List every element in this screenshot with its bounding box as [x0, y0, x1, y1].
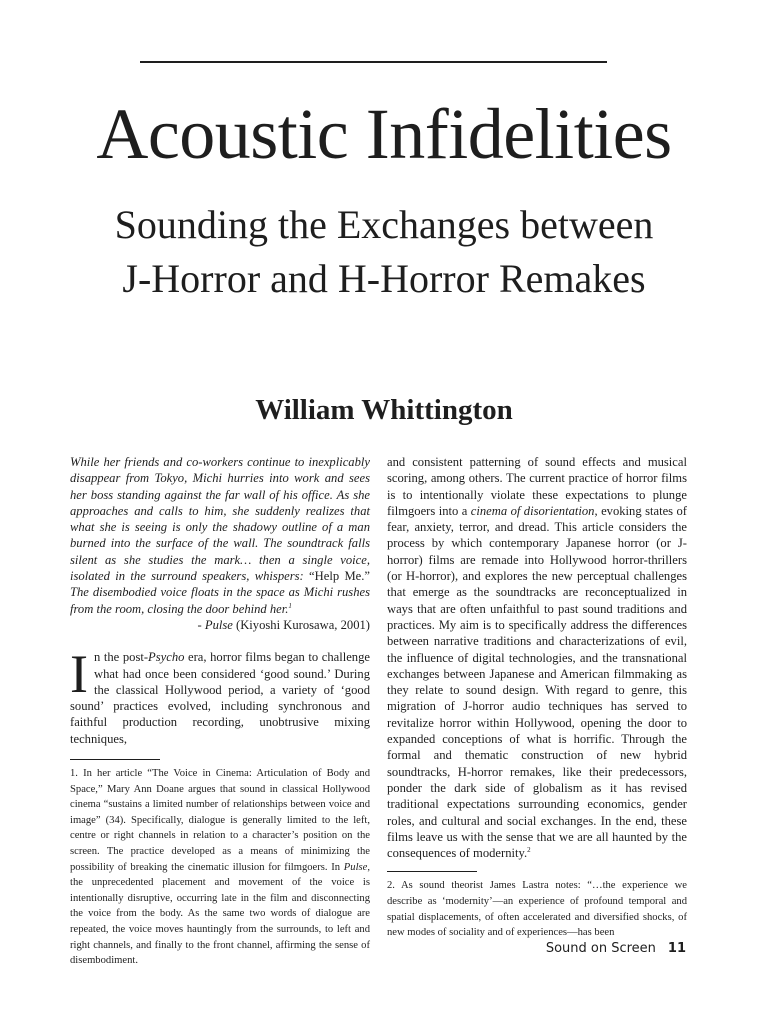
footnote-1-em: Pulse — [343, 861, 368, 873]
article-title: Acoustic Infidelities — [96, 94, 672, 174]
body-p2-em: cinema of disorientation — [470, 503, 595, 518]
subtitle-line-2: J-Horror and H-Horror Remakes — [122, 256, 646, 301]
footnote-2: 2. As sound theorist James Lastra notes: “…the experience we describe as ‘modernity’—an experience of profound temporal and spatial displacements, of often accelerated and diversified shocks, of new modes of sociality and of experiences—has been — [387, 880, 687, 939]
epigraph-citation — [70, 617, 370, 633]
running-footer — [500, 941, 686, 956]
footnote-rule-right — [387, 871, 477, 872]
body-paragraph-1 — [70, 644, 370, 747]
epigraph-cite-title: Pulse — [204, 617, 233, 632]
running-title: Sound on Screen — [545, 941, 656, 956]
right-column — [387, 454, 687, 941]
drop-cap: I — [70, 644, 88, 705]
epigraph-cite-rest: (Kiyoshi Kurosawa, 2001) — [232, 617, 370, 632]
epigraph-text-b: The disembodied voice floats in the space as Michi rushes from the room, closing the door behind her. — [70, 585, 370, 616]
footnote-ref-1[interactable]: 1 — [288, 601, 292, 610]
footnote-1 — [70, 766, 370, 969]
epigraph-text-a: While her friends and co-workers continue to inexplicably disappear from Tokyo, Michi hurries into work and sees her boss standing against the far wall of his office. As she approaches and calls to him, she suddenly realizes that what she is seeing is only the shadowy outline of a man burned into the surface of the wall. The soundtrack falls silent as she studies the mark… then a single voice, isolated in the surround speakers, whispers: — [70, 455, 370, 584]
body-p2-a: and consistent patterning of sound effects and musical scoring, among others. The current practice of horror films is to intentionally violate these expectations to plunge filmgoers into a — [387, 455, 687, 518]
footnote-ref-2[interactable]: 2 — [527, 845, 531, 854]
epigraph — [70, 454, 370, 617]
article-subtitle — [0, 198, 768, 306]
subtitle-line-1: Sounding the Exchanges between — [114, 202, 654, 247]
top-rule — [140, 61, 607, 63]
body-p1-a: n the post- — [93, 650, 149, 665]
page-number: 11 — [667, 941, 686, 956]
footnote-1-b: , the unprecedented placement and movement of the voice is intentionally disruptive, occurring late in the film and disconnecting the voice from the body. As the same two words of dialogue are repeated, the voice moves hauntingly from the surrounds, to left and right channels, and finally to the front channel, affirming the sense of disembodiment. — [70, 861, 370, 967]
body-p1-b: era, horror films began to challenge what had once been considered ‘good sound.’ During the classical Hollywood period, a variety of ‘good sound’ practices evolved, including synchronous and faithful production recording, unobtrusive mixing techniques, — [70, 650, 370, 746]
body-paragraph-2 — [387, 454, 687, 861]
epigraph-cite-prefix: - — [197, 617, 205, 632]
footnote-rule-left — [70, 759, 160, 760]
body-p2-b: , evoking states of fear, anxiety, terror, and dread. This article considers the process by which contemporary Japanese horror (or J-horror) films are remade into Hollywood horror-thrillers (or H-horror), and explores the new perceptual challenges that emerge as the soundtracks are reconceptualized in ways that are often unfaithful to past sound traditions and practices. My aim is to specifically address the differences between narrative traditions and characterizations of evil, the influence of digital technologies, and the transnational exchanges between Japanese and American filmmaking as they relate to sound design. With regard to genre, this migration of J-horror audio techniques has served to revitalize horror within Hollywood, opening the door to expanded conceptions of what is horrific. Through the formal and thematic construction of new hybrid soundtracks, H-horror remakes, like their predecessors, ponder the dark side of globalism as it has revised traditional expectations surrounding economics, gender roles, and cultural and social exchanges. In the end, these films leave us with the sense that we are all haunted by the consequences of modernity. — [387, 503, 687, 861]
epigraph-quote: “Help Me.” — [309, 569, 370, 584]
left-column — [70, 454, 370, 969]
body-p1-psycho: Psycho — [148, 650, 185, 665]
footnote-1-a: 1. In her article “The Voice in Cinema: Articulation of Body and Space,” Mary Ann Doane argues that sound in classical Hollywood cinema “sustains a limited number of relationships between voice and image” (34). Specifically, dialogue is generally limited to the left, centre or right channels in relation to a character’s position on the screen. The practice developed as a means of minimizing the possibility of breaking the cinematic illusion for filmgoers. In — [70, 768, 370, 873]
author-name: William Whittington — [255, 394, 513, 426]
